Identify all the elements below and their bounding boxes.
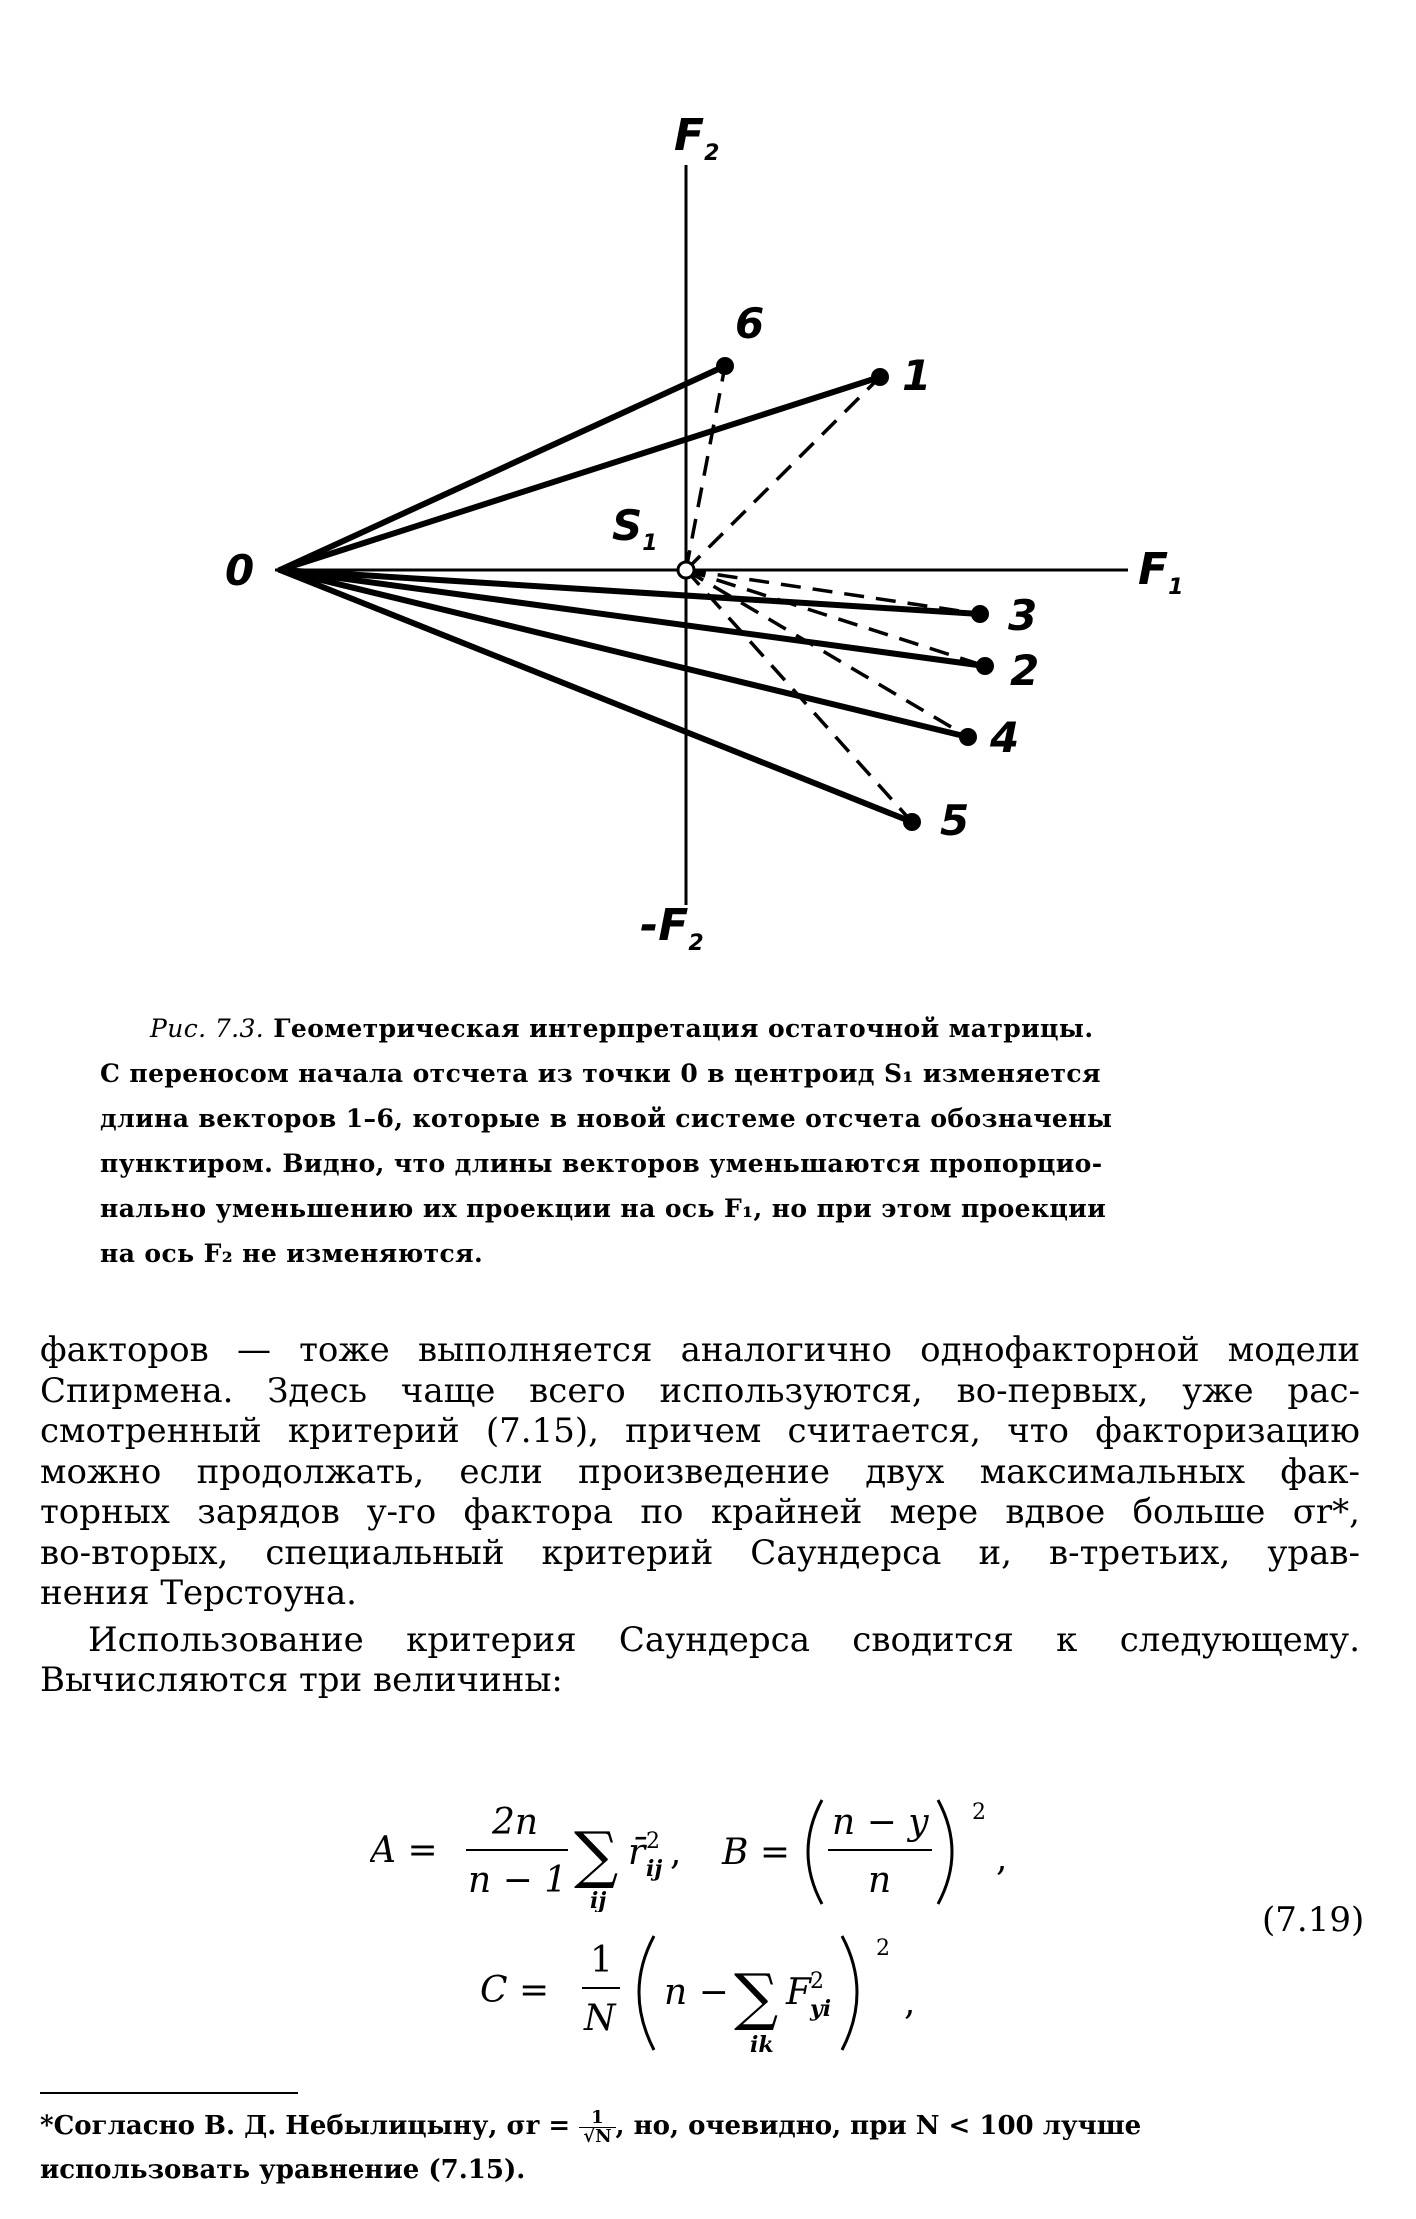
eq-b-right-paren <box>938 1800 952 1904</box>
centroid-marker <box>678 562 694 578</box>
body-line: Вычисляются три величины: <box>40 1660 563 1700</box>
eq-a-term: r̄ <box>628 1832 646 1873</box>
point-2-dot <box>976 657 994 675</box>
caption-line-3: длина векторов 1–6, которые в новой системе отсчета обозначены <box>100 1104 1113 1133</box>
caption-line-5: нально уменьшению их проекции на ось F₁, но при этом проекции <box>100 1194 1107 1223</box>
point-label-5: 5 <box>940 796 970 845</box>
eq-a-comma: , <box>670 1832 682 1873</box>
point-5-dot <box>903 813 921 831</box>
dashed-vectors <box>686 366 985 822</box>
point-label-4: 4 <box>990 713 1020 762</box>
point-label-2: 2 <box>1010 646 1040 695</box>
eq-b-numerator: n − y <box>832 1802 929 1843</box>
vector-2 <box>280 570 985 666</box>
body-text <box>40 1330 1360 1701</box>
eq-a-denominator: n − 1 <box>468 1860 568 1901</box>
eq-c-sum-sign: ∑ <box>734 1960 779 2033</box>
point-label-1: 1 <box>902 351 932 400</box>
point-4-dot <box>959 728 977 746</box>
caption-line-4: пунктиром. Видно, что длины векторов уменьшаются пропорцио- <box>100 1149 1103 1178</box>
footnote-line-1: *Согласно В. Д. Небылицыну, σr = $\frac{1}{√N}$ , но, очевидно, при N < 100 лучше <box>40 2106 1142 2147</box>
body-line: нения Терстоуна. <box>40 1573 357 1613</box>
eq-a-term-sub: ij <box>646 1856 663 1882</box>
vector-diagram <box>0 0 1416 990</box>
eq-a-numerator: 2n <box>492 1802 539 1843</box>
caption-line-2: С переносом начала отсчета из точки 0 в центроид S₁ изменяется <box>100 1059 1101 1088</box>
body-line: можно продолжать, если произведение двух максимальных фак- <box>40 1451 1360 1492</box>
equation-number: (7.19) <box>1262 1900 1365 1940</box>
f2-top-label: $F_2$ <box>674 110 720 166</box>
point-3-dot <box>971 605 989 623</box>
eq-b-lhs: B = <box>722 1832 791 1873</box>
point-label-3: 3 <box>1008 591 1038 640</box>
footnote-line-2: использовать уравнение (7.15). <box>40 2155 526 2185</box>
eq-a-lhs: A = <box>370 1830 438 1871</box>
f2-bottom-label: $-F_2$ <box>640 900 704 956</box>
footnote-separator <box>40 2092 298 2094</box>
f1-label: $F_1$ <box>1138 544 1184 600</box>
vector-3 <box>280 570 980 614</box>
body-line: Использование критерия Саундерса сводится к следующему. <box>88 1619 1360 1660</box>
eq-c-inner: n − <box>664 1972 729 2013</box>
footnote-fraction: $\frac{1}{√N}$ <box>579 2109 615 2146</box>
caption-prefix: Рис. 7.3. <box>150 1014 265 1043</box>
eq-a-sum-index: ij <box>590 1888 607 1912</box>
eq-a-term-sup: 2 <box>646 1829 660 1854</box>
eq-b-denominator: n <box>868 1860 892 1901</box>
eq-b-left-paren <box>808 1800 822 1904</box>
caption-line-1: Рис. 7.3. Геометрическая интерпретация остаточной матрицы. <box>150 1014 1094 1043</box>
body-line: факторов — тоже выполняется аналогично однофакторной модели <box>40 1330 1360 1370</box>
dashed-vector-4 <box>686 570 968 737</box>
eq-a-sum-sign: ∑ <box>574 1818 619 1891</box>
body-line: смотренный критерий (7.15), причем считается, что факторизацию <box>40 1411 1360 1451</box>
eq-c-right-paren <box>842 1936 857 2050</box>
eq-c-comma: , <box>904 1982 916 2023</box>
eq-b-comma: , <box>996 1838 1008 1879</box>
eq-c-term-sub: yi <box>810 1996 832 2022</box>
caption-line-6: на ось F₂ не изменяются. <box>100 1239 484 1268</box>
vector-6 <box>280 366 725 570</box>
equation-row-c <box>480 1930 980 2060</box>
eq-c-left-paren <box>639 1936 654 2050</box>
body-line: торных зарядов y-го фактора по крайней мере вдвое больше σr*, <box>40 1492 1360 1532</box>
point-label-6: 6 <box>735 299 765 348</box>
point-6-dot <box>716 357 734 375</box>
eq-c-term: F <box>786 1972 811 2013</box>
eq-c-numerator: 1 <box>590 1940 613 1981</box>
eq-c-lhs: C = <box>480 1970 550 2011</box>
footnote <box>40 2104 1370 2192</box>
equation-row-ab <box>370 1792 1090 1912</box>
figure-caption <box>100 1006 1300 1276</box>
eq-c-denominator: N <box>584 1998 616 2039</box>
vector-5 <box>280 570 912 822</box>
origin-label: 0 <box>225 546 255 595</box>
centroid-label: $S_1$ <box>612 501 658 556</box>
eq-c-sum-index: ik <box>750 2032 774 2058</box>
eq-c-power: 2 <box>876 1936 890 1962</box>
vector-1 <box>280 377 880 570</box>
vector-4 <box>280 570 968 737</box>
eq-b-power: 2 <box>972 1800 986 1826</box>
body-line: Спирмена. Здесь чаще всего используются, во-первых, уже рас- <box>40 1370 1360 1411</box>
body-line: во-вторых, специальный критерий Саундерса и, в-третьих, урав- <box>40 1532 1360 1573</box>
point-1-dot <box>871 368 889 386</box>
solid-vectors <box>280 366 985 822</box>
eq-c-term-sup: 2 <box>810 1969 824 1994</box>
